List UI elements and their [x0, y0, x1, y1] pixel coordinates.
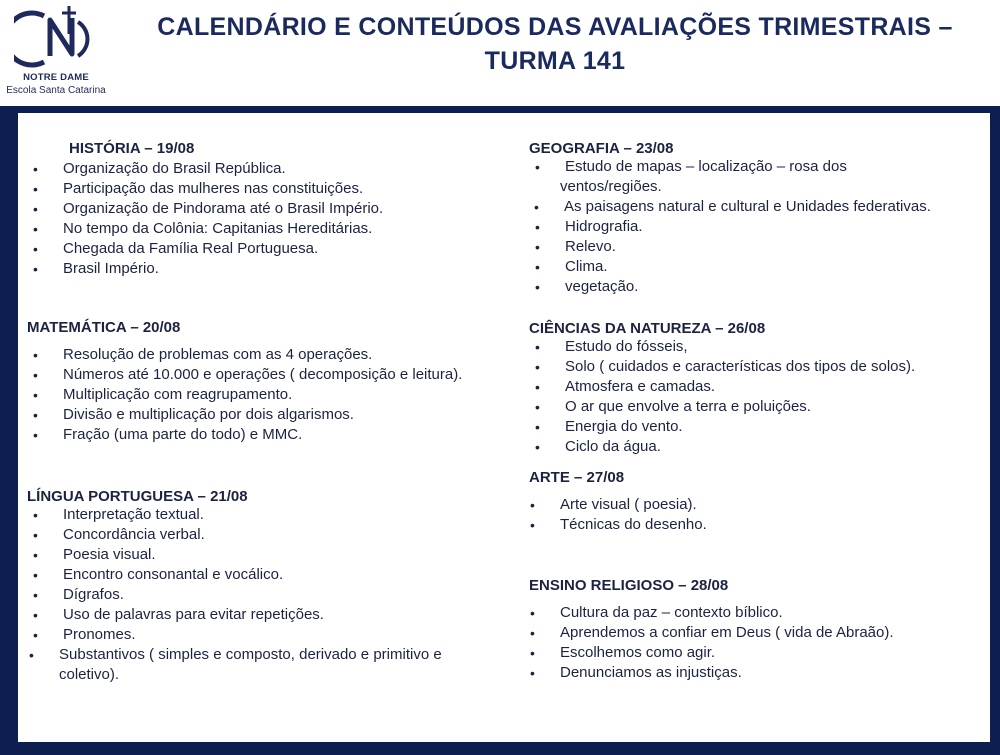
section-geografia: [529, 140, 931, 297]
section-title: ENSINO RELIGIOSO – 28/08: [529, 577, 729, 594]
section-matematica: [27, 319, 462, 445]
list-item: • Hidrografia.: [565, 217, 931, 237]
section-historia: [63, 140, 383, 279]
title-line-1: CALENDÁRIO E CONTEÚDOS DAS AVALIAÇÕES TRIMESTRAIS –: [157, 13, 953, 41]
list-item: • Divisão e multiplicação por dois algarismos.: [63, 405, 462, 425]
section-ensino-religioso: [529, 577, 894, 683]
list-item: • O ar que envolve a terra e poluições.: [565, 397, 915, 417]
list-item: • Chegada da Família Real Portuguesa.: [63, 239, 383, 259]
list-item: • vegetação.: [565, 277, 931, 297]
list-item: • Estudo do fósseis,: [565, 337, 915, 357]
list-item: • Atmosfera e camadas.: [565, 377, 915, 397]
logo-name: NOTRE DAME: [23, 72, 89, 83]
list-item: • Concordância verbal.: [63, 525, 442, 545]
notre-dame-emblem-icon: [14, 4, 98, 68]
section-title: HISTÓRIA – 19/08: [69, 140, 195, 157]
list-item: • Interpretação textual.: [63, 505, 442, 525]
list-item: • Relevo.: [565, 237, 931, 257]
section-title: CIÊNCIAS DA NATUREZA – 26/08: [529, 320, 766, 337]
list-item: • Organização de Pindorama até o Brasil Império.: [63, 199, 383, 219]
list-item-continuation: ventos/regiões.: [560, 178, 662, 195]
title-line-2: TURMA 141: [484, 47, 626, 75]
list-item: • Multiplicação com reagrupamento.: [63, 385, 462, 405]
section-ciencias: [529, 320, 915, 457]
list-item: • As paisagens natural e cultural e Unidades federativas.: [564, 197, 931, 217]
section-title: MATEMÁTICA – 20/08: [27, 319, 181, 336]
list-item: • Aprendemos a confiar em Deus ( vida de Abraão).: [560, 623, 894, 643]
logo-subtitle: Escola Santa Catarina: [6, 85, 106, 96]
list-item: • Energia do vento.: [565, 417, 915, 437]
list-item: • No tempo da Colônia: Capitanias Hereditárias.: [63, 219, 383, 239]
list-item: • Organização do Brasil República.: [63, 159, 383, 179]
section-arte: [529, 469, 707, 535]
list-item: • Dígrafos.: [63, 585, 442, 605]
list-item: • Solo ( cuidados e características dos tipos de solos).: [565, 357, 915, 377]
list-item: • Números até 10.000 e operações ( decomposição e leitura).: [63, 365, 462, 385]
list-item: • Fração (uma parte do todo) e MMC.: [63, 425, 462, 445]
section-title: LÍNGUA PORTUGUESA – 21/08: [27, 488, 248, 505]
school-logo: [4, 4, 108, 100]
list-item: • Uso de palavras para evitar repetições.: [63, 605, 442, 625]
section-title: GEOGRAFIA – 23/08: [529, 140, 674, 157]
list-item: • Escolhemos como agir.: [560, 643, 894, 663]
list-item: • Resolução de problemas com as 4 operações.: [63, 345, 462, 365]
list-item: • Clima.: [565, 257, 931, 277]
list-item: • Encontro consonantal e vocálico.: [63, 565, 442, 585]
section-title: ARTE – 27/08: [529, 469, 625, 486]
page-title: [110, 10, 1000, 78]
list-item: • Denunciamos as injustiças.: [560, 663, 894, 683]
list-item: • Estudo de mapas – localização – rosa dos: [565, 157, 931, 177]
list-item: • Poesia visual.: [63, 545, 442, 565]
list-item-continuation: coletivo).: [59, 666, 120, 683]
list-item: • Ciclo da água.: [565, 437, 915, 457]
list-item: • Substantivos ( simples e composto, derivado e primitivo e: [59, 645, 442, 665]
list-item: • Técnicas do desenho.: [560, 515, 707, 535]
list-item: • Cultura da paz – contexto bíblico.: [560, 603, 894, 623]
list-item: • Brasil Império.: [63, 259, 383, 279]
section-lingua-portuguesa: [27, 488, 442, 685]
list-item: • Arte visual ( poesia).: [560, 495, 707, 515]
list-item: • Participação das mulheres nas constituições.: [63, 179, 383, 199]
page-header: [0, 0, 1000, 106]
list-item: • Pronomes.: [63, 625, 442, 645]
